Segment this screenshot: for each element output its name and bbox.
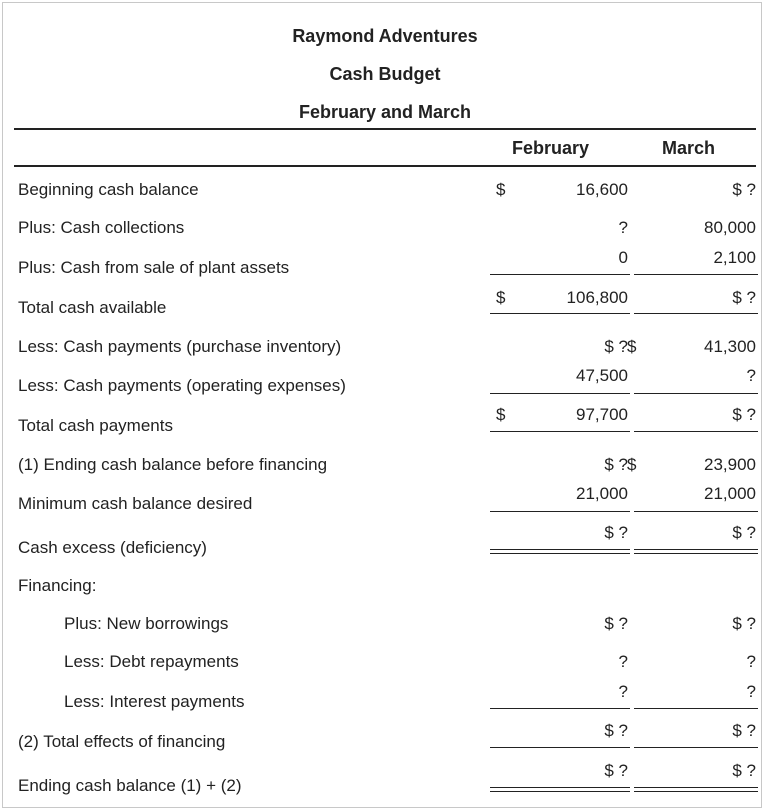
mar-underline-plant [634,274,758,275]
feb-ending: $ ? [604,761,628,780]
col-february: February [512,138,590,158]
row-label-ending-before: (1) Ending cash balance before financing [18,455,328,474]
mar-double-rule-excess [634,549,758,554]
mar-underline-total-payments [634,431,758,432]
col-march: March [662,138,716,158]
feb-minimum: 21,000 [576,484,628,503]
feb-double-rule-ending [490,787,630,792]
row-label-excess: Cash excess (deficiency) [18,538,207,557]
feb-total-financing: $ ? [604,721,628,740]
mar-underline-operating [634,393,758,394]
row-label-collections: Plus: Cash collections [18,218,185,237]
feb-interest: ? [618,682,628,701]
mar-pay-operating: ? [746,366,756,385]
column-rule [14,165,756,167]
mar-underline-available [634,313,758,314]
mar-underline-interest [634,708,758,709]
row-label-borrowings: Plus: New borrowings [64,614,229,633]
company-title: Raymond Adventures [292,26,478,46]
mar-pay-inventory: 41,300 [704,337,756,356]
feb-underline-total-financing [490,747,630,748]
feb-underline-available [490,313,630,314]
feb-repayments: ? [618,652,628,671]
row-label-ending: Ending cash balance (1) + (2) [18,776,242,795]
report-title: Cash Budget [329,64,441,84]
feb-underline-total-payments [490,431,630,432]
feb-dollar-total-payments: $ [496,405,506,424]
mar-excess: $ ? [732,523,756,542]
row-label-total-financing: (2) Total effects of financing [18,732,226,751]
row-label-pay-inventory: Less: Cash payments (purchase inventory) [18,337,342,356]
mar-dollar-ending-before: $ [627,455,637,474]
mar-borrowings: $ ? [732,614,756,633]
feb-underline-interest [490,708,630,709]
feb-plant: 0 [618,248,628,267]
feb-pay-operating: 47,500 [576,366,628,385]
row-label-beginning: Beginning cash balance [18,180,199,199]
feb-double-rule-excess [490,549,630,554]
feb-dollar-beginning: $ [496,180,506,199]
feb-borrowings: $ ? [604,614,628,633]
row-label-plant: Plus: Cash from sale of plant assets [18,258,290,277]
mar-beginning: $ ? [732,180,756,199]
feb-dollar-available: $ [496,288,506,307]
feb-collections: ? [618,218,628,237]
feb-beginning: 16,600 [576,180,628,199]
row-label-pay-operating: Less: Cash payments (operating expenses) [18,376,346,395]
mar-plant: 2,100 [713,248,756,267]
mar-interest: ? [746,682,756,701]
feb-underline-minimum [490,511,630,512]
header-rule [14,128,756,130]
mar-collections: 80,000 [704,218,756,237]
mar-total-payments: $ ? [732,405,756,424]
mar-total-financing: $ ? [732,721,756,740]
feb-total-payments: 97,700 [576,405,628,424]
feb-excess: $ ? [604,523,628,542]
row-label-interest: Less: Interest payments [64,692,245,711]
mar-minimum: 21,000 [704,484,756,503]
mar-double-rule-ending [634,787,758,792]
mar-ending-before: 23,900 [704,455,756,474]
mar-repayments: ? [746,652,756,671]
period-title: February and March [298,102,472,122]
row-label-total-payments: Total cash payments [18,416,173,435]
feb-available: 106,800 [566,288,628,307]
row-label-available: Total cash available [18,298,167,317]
feb-underline-plant [490,274,630,275]
mar-ending: $ ? [732,761,756,780]
row-label-minimum: Minimum cash balance desired [18,494,253,513]
mar-available: $ ? [732,288,756,307]
mar-underline-total-financing [634,747,758,748]
row-label-financing: Financing: [18,576,97,595]
feb-ending-before: $ ? [604,455,628,474]
mar-underline-minimum [634,511,758,512]
row-label-repayments: Less: Debt repayments [64,652,239,671]
mar-dollar-pay-inventory: $ [627,337,637,356]
feb-pay-inventory: $ ? [604,337,628,356]
feb-underline-operating [490,393,630,394]
